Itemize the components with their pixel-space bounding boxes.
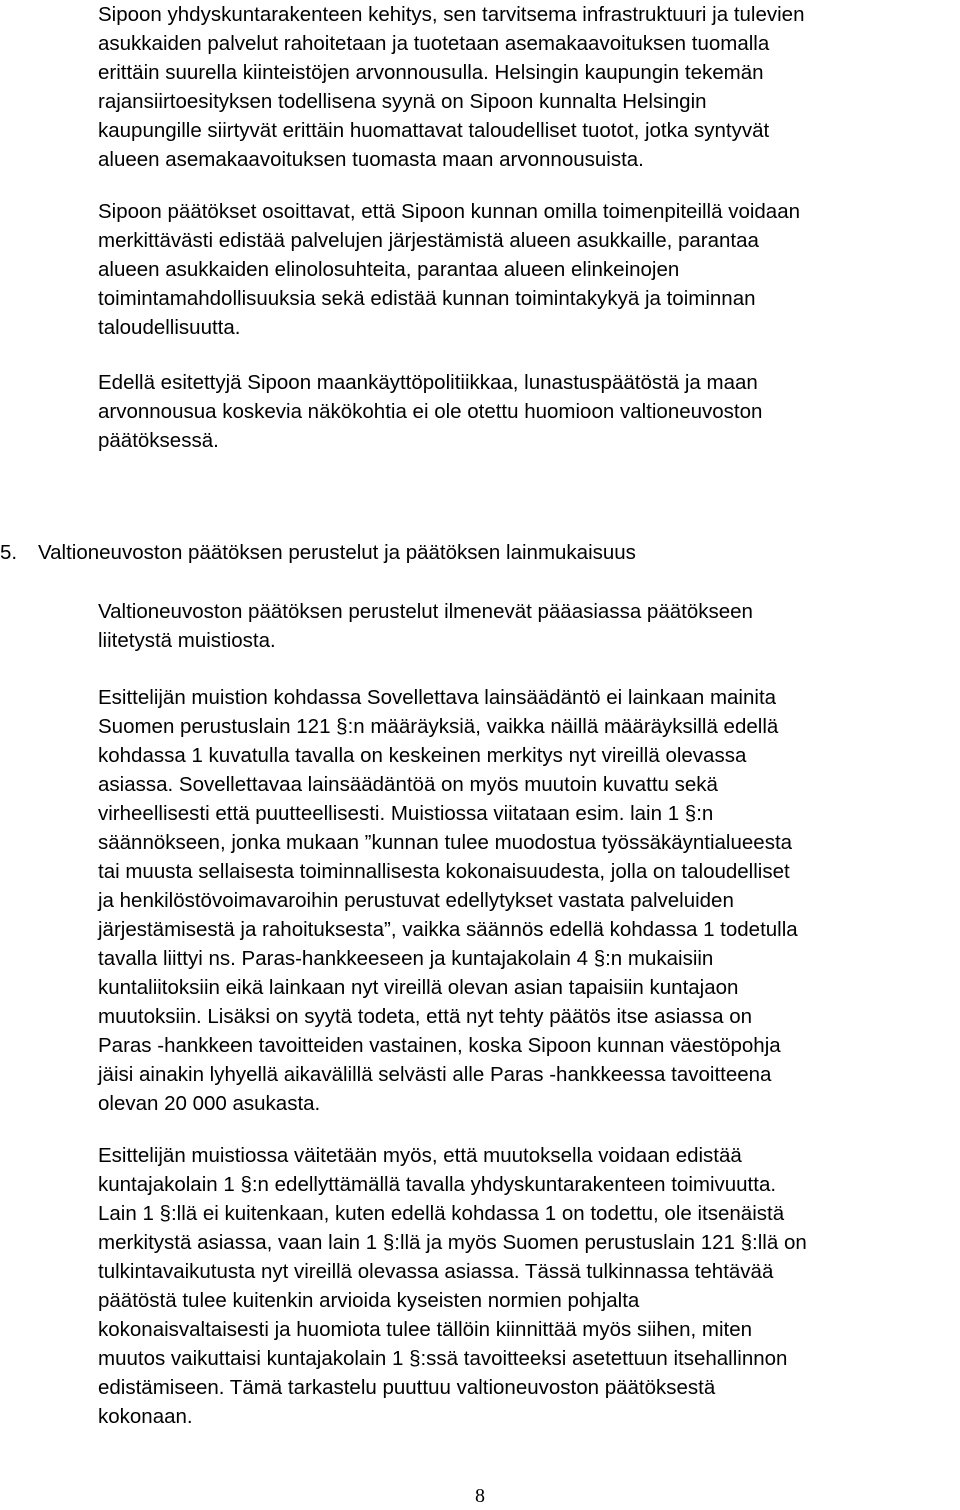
text-line: Paras -hankkeen tavoitteiden vastainen, koska Sipoon kunnan väestöpohja bbox=[98, 1034, 781, 1057]
page-number: 8 bbox=[475, 1485, 485, 1507]
section-title: Valtioneuvoston päätöksen perustelut ja päätöksen lainmukaisuus bbox=[38, 541, 636, 564]
text-line: taloudellisuutta. bbox=[98, 316, 241, 339]
text-line: kaupungille siirtyvät erittäin huomattavat taloudelliset tuotot, jotka syntyvät bbox=[98, 119, 770, 142]
text-line: kuntaliitoksiin eikä lainkaan nyt vireillä olevan asian tapaisiin kuntajaon bbox=[98, 976, 739, 999]
section-number: 5. bbox=[0, 541, 18, 564]
text-line: Suomen perustuslain 121 §:n määräyksiä, vaikka näillä määräyksillä edellä bbox=[98, 715, 779, 738]
text-line: rajansiirtoesityksen todellisena syynä on Sipoon kunnalta Helsingin bbox=[98, 90, 707, 113]
text-line: Esittelijän muistion kohdassa Sovellettava lainsäädäntö ei lainkaan mainita bbox=[98, 686, 777, 709]
text-line: ja henkilöstövoimavaroihin perustuvat edellytykset vastata palveluiden bbox=[98, 889, 734, 912]
text-line: muutoksiin. Lisäksi on syytä todeta, että nyt tehty päätös itse asiassa on bbox=[98, 1005, 753, 1028]
text-line: kokonaisvaltaisesti ja huomiota tulee tällöin kiinnittää myös siihen, miten bbox=[98, 1318, 753, 1341]
text-line: päätöksessä. bbox=[98, 429, 219, 452]
text-line: kohdassa 1 kuvatulla tavalla on keskeinen merkitys nyt vireillä olevassa bbox=[98, 744, 747, 767]
text-line: tai muusta sellaisesta toiminnallisesta kokonaisuudesta, jolla on taloudelliset bbox=[98, 860, 790, 883]
text-line: säännökseen, jonka mukaan ”kunnan tulee muodostua työssäkäyntialueesta bbox=[98, 831, 793, 854]
text-line: järjestämisestä ja rahoituksesta”, vaikka säännös edellä kohdassa 1 todetulla bbox=[98, 918, 798, 941]
text-line: kokonaan. bbox=[98, 1405, 193, 1428]
text-line: Esittelijän muistiossa väitetään myös, että muutoksella voidaan edistää bbox=[98, 1144, 742, 1167]
text-line: alueen asukkaiden elinolosuhteita, parantaa alueen elinkeinojen bbox=[98, 258, 680, 281]
paragraph-2 bbox=[98, 197, 958, 342]
text-line: toimintamahdollisuuksia sekä edistää kunnan toimintakykyä ja toiminnan bbox=[98, 287, 756, 310]
text-line: arvonnousua koskevia näkökohtia ei ole otettu huomioon valtioneuvoston bbox=[98, 400, 763, 423]
text-line: edistämiseen. Tämä tarkastelu puuttuu valtioneuvoston päätöksestä bbox=[98, 1376, 716, 1399]
text-line: merkittävästi edistää palvelujen järjestämistä alueen asukkaille, parantaa bbox=[98, 229, 759, 252]
text-line: Lain 1 §:llä ei kuitenkaan, kuten edellä kohdassa 1 on todettu, ole itsenäistä bbox=[98, 1202, 785, 1225]
paragraph-1 bbox=[98, 0, 958, 174]
text-line: asukkaiden palvelut rahoitetaan ja tuotetaan asemakaavoituksen tuomalla bbox=[98, 32, 770, 55]
text-line: liitetystä muistiosta. bbox=[98, 629, 276, 652]
text-line: tulkintavaikutusta nyt vireillä olevassa asiassa. Tässä tulkinnassa tehtävää bbox=[98, 1260, 774, 1283]
text-line: Sipoon yhdyskuntarakenteen kehitys, sen tarvitsema infrastruktuuri ja tulevien bbox=[98, 3, 805, 26]
text-line: virheellisesti että puutteellisesti. Muistiossa viitataan esim. lain 1 §:n bbox=[98, 802, 714, 825]
text-line: muutos vaikuttaisi kuntajakolain 1 §:ssä tavoitteeksi asetettuun itsehallinnon bbox=[98, 1347, 788, 1370]
paragraph-3 bbox=[98, 368, 958, 455]
text-line: kuntajakolain 1 §:n edellyttämällä tavalla yhdyskuntarakenteen toimivuutta. bbox=[98, 1173, 777, 1196]
text-line: alueen asemakaavoituksen tuomasta maan arvonnousuista. bbox=[98, 148, 644, 171]
section-paragraph-3 bbox=[98, 1141, 958, 1431]
text-line: olevan 20 000 asukasta. bbox=[98, 1092, 321, 1115]
text-line: merkitystä asiassa, vaan lain 1 §:llä ja myös Suomen perustuslain 121 §:llä on bbox=[98, 1231, 807, 1254]
text-line: päätöstä tulee kuitenkin arvioida kyseisten normien pohjalta bbox=[98, 1289, 640, 1312]
section-paragraph-1 bbox=[98, 597, 958, 655]
text-line: erittäin suurella kiinteistöjen arvonnousulla. Helsingin kaupungin tekemän bbox=[98, 61, 764, 84]
text-line: Sipoon päätökset osoittavat, että Sipoon kunnan omilla toimenpiteillä voidaan bbox=[98, 200, 801, 223]
text-line: tavalla liittyi ns. Paras-hankkeeseen ja kuntajakolain 4 §:n mukaisiin bbox=[98, 947, 714, 970]
text-line: asiassa. Sovellettavaa lainsäädäntöä on myös muutoin kuvattu sekä bbox=[98, 773, 718, 796]
section-paragraph-2 bbox=[98, 683, 958, 1118]
text-line: Edellä esitettyjä Sipoon maankäyttöpolitiikkaa, lunastuspäätöstä ja maan bbox=[98, 371, 758, 394]
text-line: Valtioneuvoston päätöksen perustelut ilmenevät pääasiassa päätökseen bbox=[98, 600, 753, 623]
text-line: jäisi ainakin lyhyellä aikavälillä selvästi alle Paras -hankkeessa tavoitteena bbox=[98, 1063, 772, 1086]
